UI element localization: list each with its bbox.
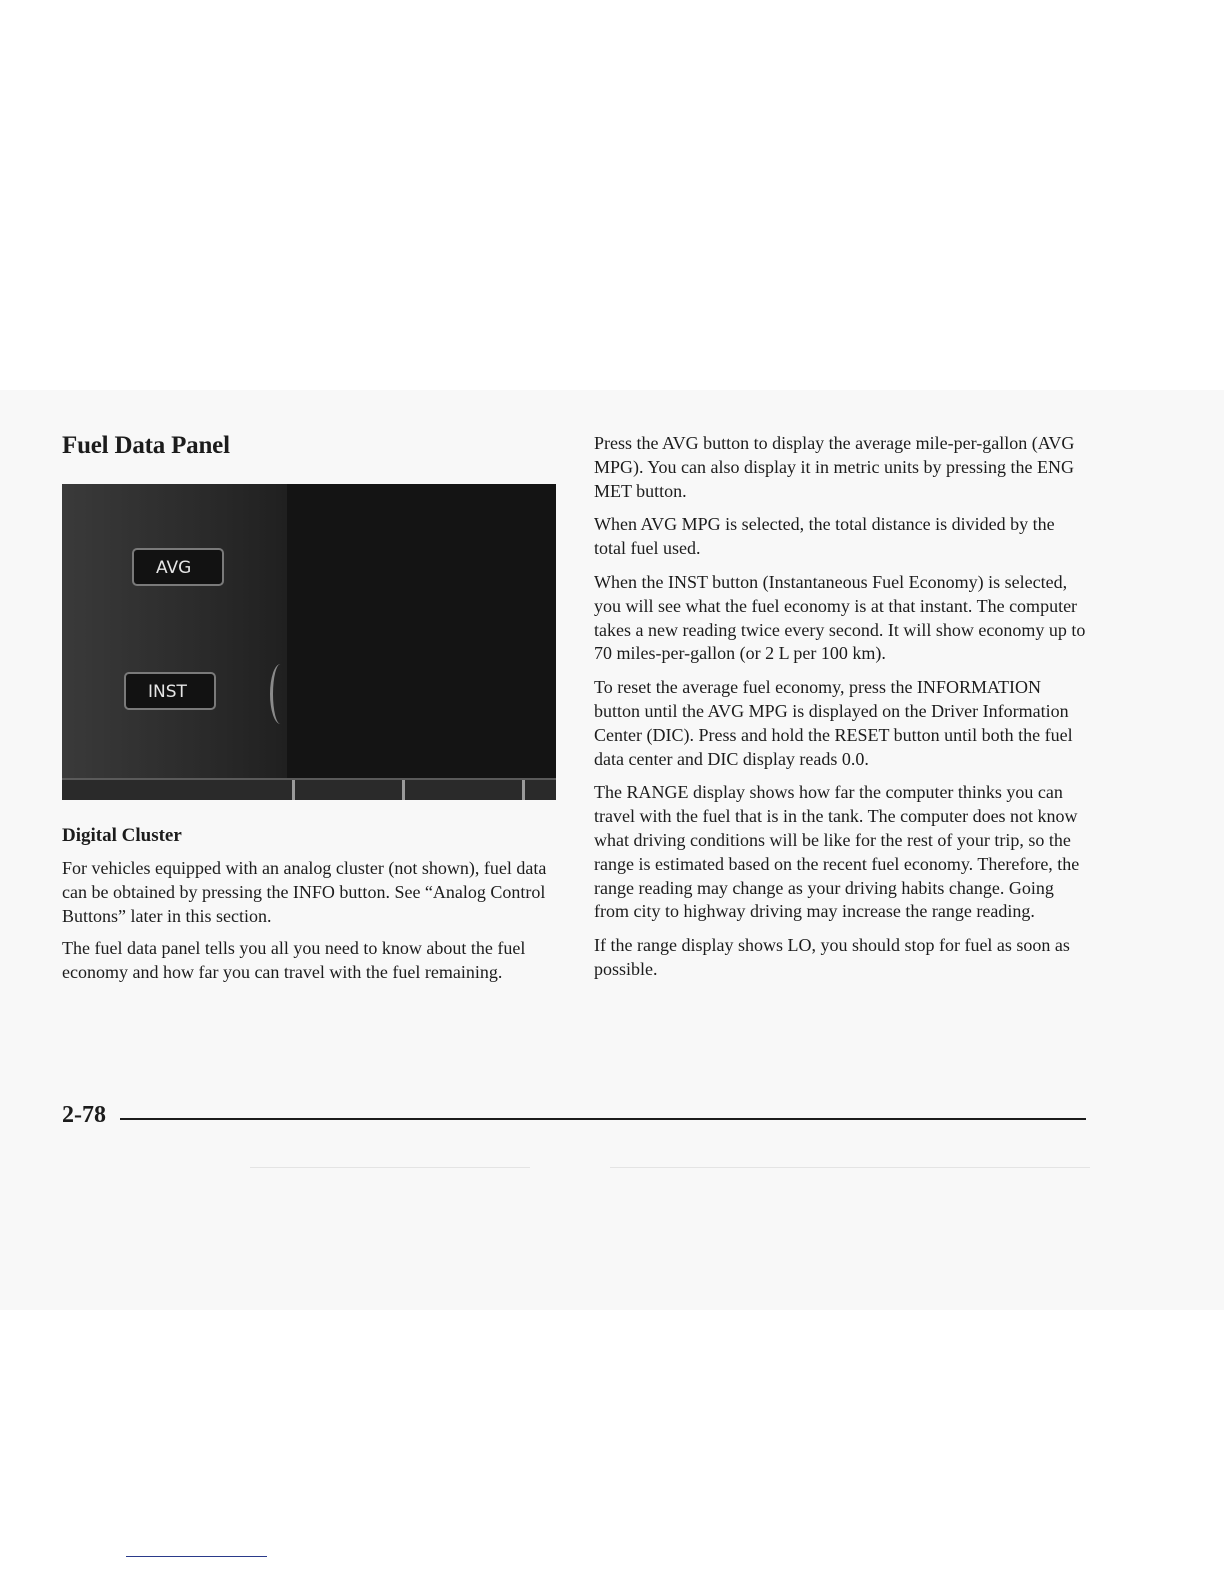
avg-button-image <box>132 548 224 586</box>
paragraph: The RANGE display shows how far the computer thinks you can travel with the fuel that is in the tank. The computer does not know what driving conditions will be like for the rest of your trip, so the range is estimated based on the recent fuel economy. Therefore, the range reading may change as your driving habits change. Going from city to highway driving may increase the range reading. <box>594 782 1080 922</box>
paragraph: Press the AVG button to display the average mile-per-gallon (AVG MPG). You can also display it in metric units by pressing the ENG MET button. <box>594 433 1075 501</box>
page-number: 2-78 <box>62 1102 106 1128</box>
paragraph: When the INST button (Instantaneous Fuel Economy) is selected, you will see what the fuel economy is at that instant. The computer takes a new reading twice every second. It will show economy up to 70 miles-per-gallon (or 2 L per 100 km). <box>594 571 1086 664</box>
page-footer <box>62 1102 1086 1132</box>
right-column <box>594 432 1090 992</box>
footer-rule <box>120 1118 1086 1120</box>
inst-button-image <box>124 672 216 710</box>
paragraph: If the range display shows LO, you should stop for fuel as soon as possible. <box>594 935 1070 979</box>
link-underline <box>126 1556 267 1557</box>
faint-divider <box>610 1167 1090 1168</box>
inst-button-label: INST <box>148 682 187 702</box>
bottom-strip <box>62 778 556 800</box>
avg-button-label: AVG <box>156 558 192 578</box>
paragraph: The fuel data panel tells you all you need to know about the fuel economy and how far you can travel with the fuel remaining. <box>62 938 526 983</box>
paragraph: When AVG MPG is selected, the total distance is divided by the total fuel used. <box>594 514 1055 559</box>
left-column <box>62 432 556 994</box>
fuel-data-panel-photo <box>62 484 556 800</box>
faint-divider <box>250 1167 530 1168</box>
section-title: Fuel Data Panel <box>62 432 230 459</box>
button-panel <box>62 484 287 780</box>
subsection-title: Digital Cluster <box>62 825 182 846</box>
paragraph: For vehicles equipped with an analog cluster (not shown), fuel data can be obtained by pressing the INFO button. See “Analog Control Buttons” later in this section. <box>62 858 547 926</box>
strip-divider <box>402 780 405 800</box>
strip-divider <box>292 780 295 800</box>
strip-divider <box>522 780 525 800</box>
paragraph: To reset the average fuel economy, press the INFORMATION button until the AVG MPG is displayed on the Driver Information Center (DIC). Press and hold the RESET button until both the fuel data center and DIC display reads 0.0. <box>594 677 1073 769</box>
display-bezel <box>270 664 291 724</box>
